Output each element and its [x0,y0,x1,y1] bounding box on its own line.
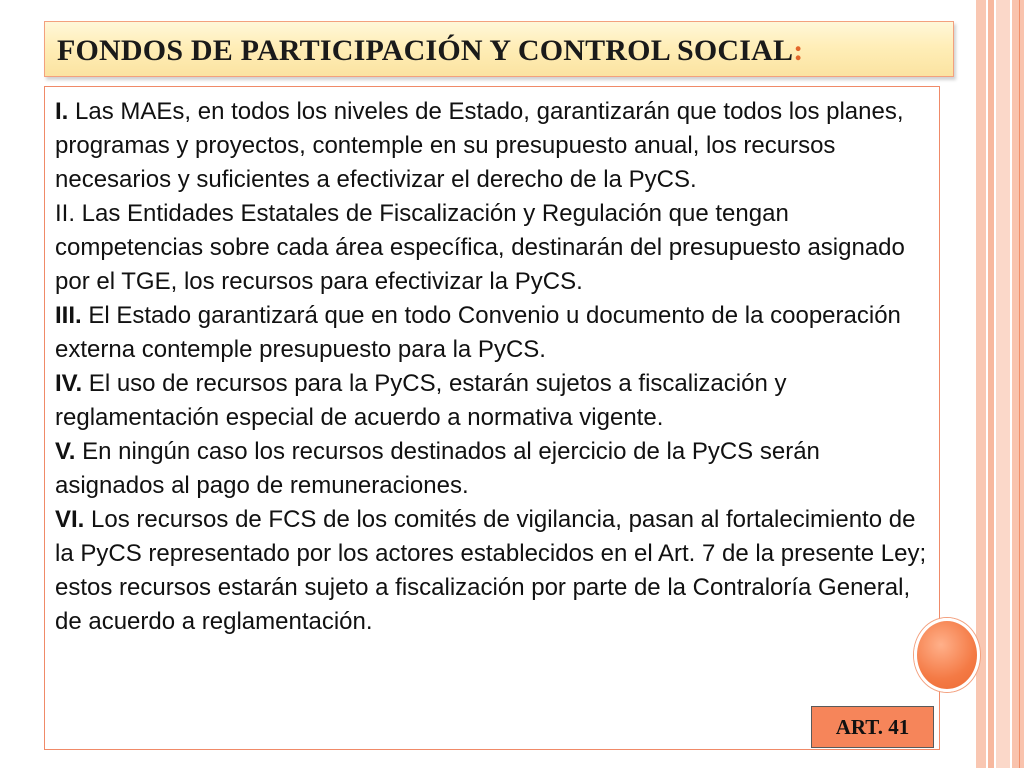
paragraph-label: IV. [55,370,83,397]
paragraph-2 [55,197,935,299]
paragraph-text: En ningún caso los recursos destinados al ejercicio de la PyCS serán asignados al pago de remuneraciones. [55,438,820,499]
decorative-stripe [996,0,1010,768]
paragraph-label: V. [55,438,76,465]
paragraph-text: Los recursos de FCS de los comités de vigilancia, pasan al fortalecimiento de la PyCS representado por los actores establecidos en el Art. 7 de la presente Ley; estos recursos estarán sujeto a fiscalización por parte de la Contraloría General, de acuerdo a reglamentación. [55,506,927,635]
paragraph-label: I. [55,98,69,125]
title-banner [44,21,954,77]
paragraph-label: VI. [55,506,85,533]
paragraph-text: El uso de recursos para la PyCS, estarán sujetos a fiscalización y reglamentación especial de acuerdo a normativa vigente. [55,370,787,431]
paragraph-label: III. [55,302,82,329]
decorative-stripe [1019,0,1020,768]
paragraph-5 [55,435,935,503]
paragraph-text: El Estado garantizará que en todo Convenio u documento de la cooperación externa contemple presupuesto para la PyCS. [55,302,901,363]
paragraph-3 [55,299,935,367]
content-panel [44,86,940,750]
decorative-circle [914,618,980,692]
paragraph-4 [55,367,935,435]
paragraph-1 [55,95,935,197]
paragraph-text: Las MAEs, en todos los niveles de Estado, garantizarán que todos los planes, programas y proyectos, contemple en su presupuesto anual, los recursos necesarios y suficientes a efectivizar el derecho de la PyCS. [55,98,904,193]
decorative-stripe [988,0,994,768]
slide-title [57,34,803,68]
article-badge [811,706,934,748]
article-text [55,95,935,639]
slide-title-colon: : [793,34,804,67]
paragraph-text: Las Entidades Estatales de Fiscalización y Regulación que tengan competencias sobre cada área específica, destinarán del presupuesto asignado por el TGE, los recursos para efectivizar la PyCS. [55,200,905,295]
paragraph-label: II. [55,200,76,227]
paragraph-6 [55,503,935,639]
article-badge-label: ART. 41 [835,715,910,739]
decorative-stripe [1012,0,1024,768]
slide-title-text: FONDOS DE PARTICIPACIÓN Y CONTROL SOCIAL [57,34,794,67]
